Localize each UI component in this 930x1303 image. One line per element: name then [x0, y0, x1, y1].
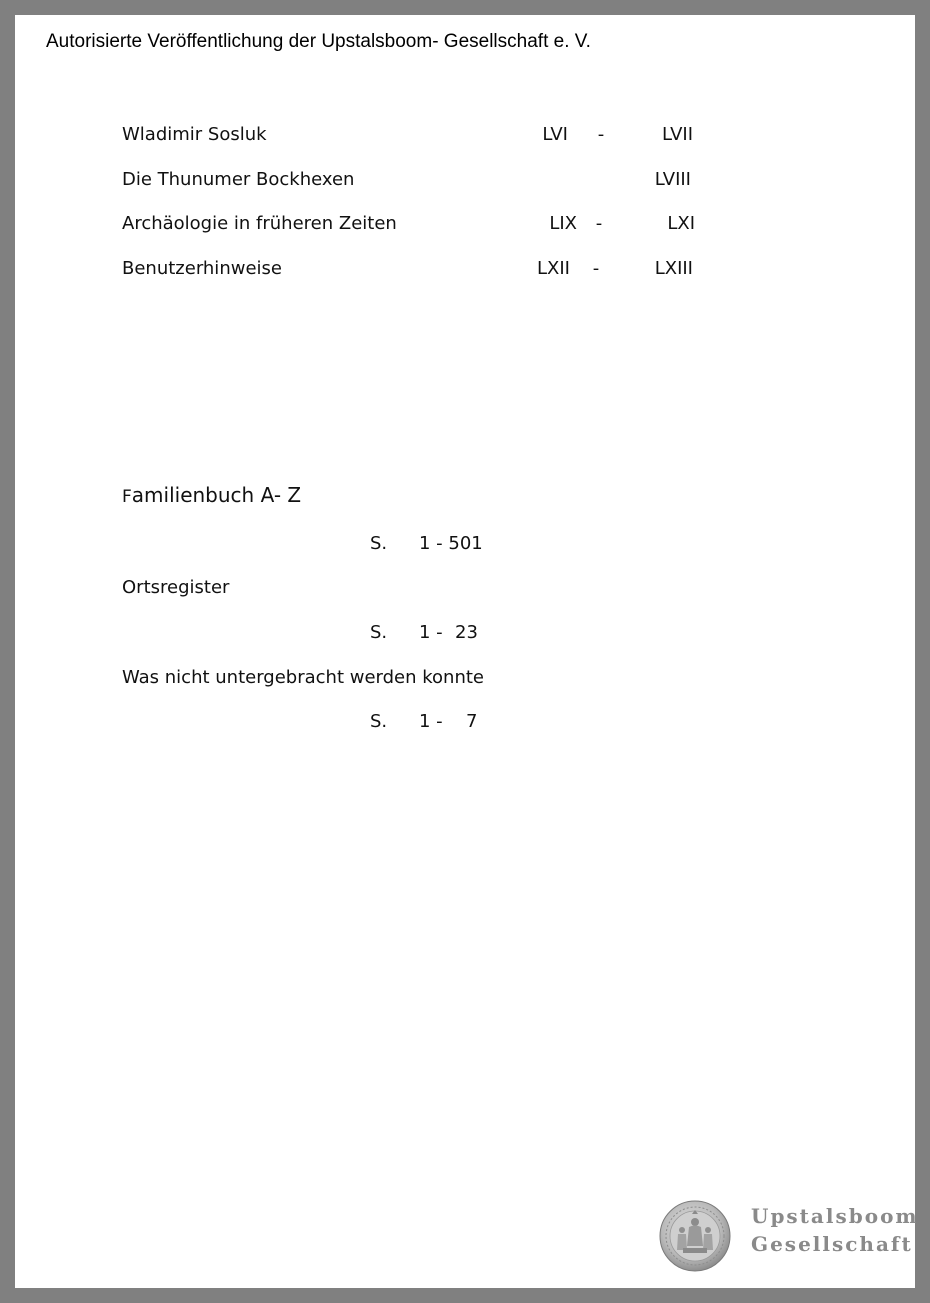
- toc-entry-from: LVI: [542, 124, 568, 145]
- section-page-range-start: 1 -: [419, 711, 443, 732]
- toc-entry-title: Wladimir Sosluk: [122, 124, 267, 145]
- seal-icon: [659, 1200, 731, 1272]
- section-page-range-start: 1 -: [419, 622, 443, 643]
- toc-entry-to: LXIII: [654, 258, 693, 279]
- society-logo: [659, 1198, 919, 1274]
- section-title: [122, 483, 301, 507]
- toc-entry-title: Archäologie in früheren Zeiten: [122, 213, 397, 234]
- logo-text-line2: Gesellschaft: [751, 1232, 913, 1256]
- section-page-prefix: S.: [370, 711, 388, 732]
- section-title-rest: amilienbuch A- Z: [131, 483, 302, 507]
- logo-text-line1: Upstalsboom: [751, 1204, 919, 1228]
- toc-entry-title: Die Thunumer Bockhexen: [122, 169, 355, 190]
- toc-entry-from: LXII: [537, 258, 570, 279]
- toc-entry-dash: -: [592, 258, 600, 279]
- section-title: Ortsregister: [122, 577, 230, 598]
- section-page-prefix: S.: [370, 622, 388, 643]
- toc-entry-to: LVII: [662, 124, 693, 145]
- section-page-range: 1 - 501: [419, 533, 483, 554]
- toc-entry-dash: -: [595, 213, 603, 234]
- toc-entry-to: LXI: [667, 213, 695, 234]
- publication-header: Autorisierte Veröffentlichung der Upstalsboom- Gesellschaft e. V.: [46, 31, 591, 52]
- toc-entry-to: LVIII: [654, 169, 691, 190]
- section-title: Was nicht untergebracht werden konnte: [122, 667, 484, 688]
- section-page-prefix: S.: [370, 533, 388, 554]
- section-page-range-end: 7: [466, 711, 478, 732]
- toc-entry-from: LIX: [549, 213, 577, 234]
- toc-entry-title: Benutzerhinweise: [122, 258, 282, 279]
- section-page-range-end: 23: [455, 622, 478, 643]
- toc-entry-dash: -: [597, 124, 605, 145]
- section-title-initial: F: [122, 487, 132, 507]
- document-page: [15, 15, 919, 1288]
